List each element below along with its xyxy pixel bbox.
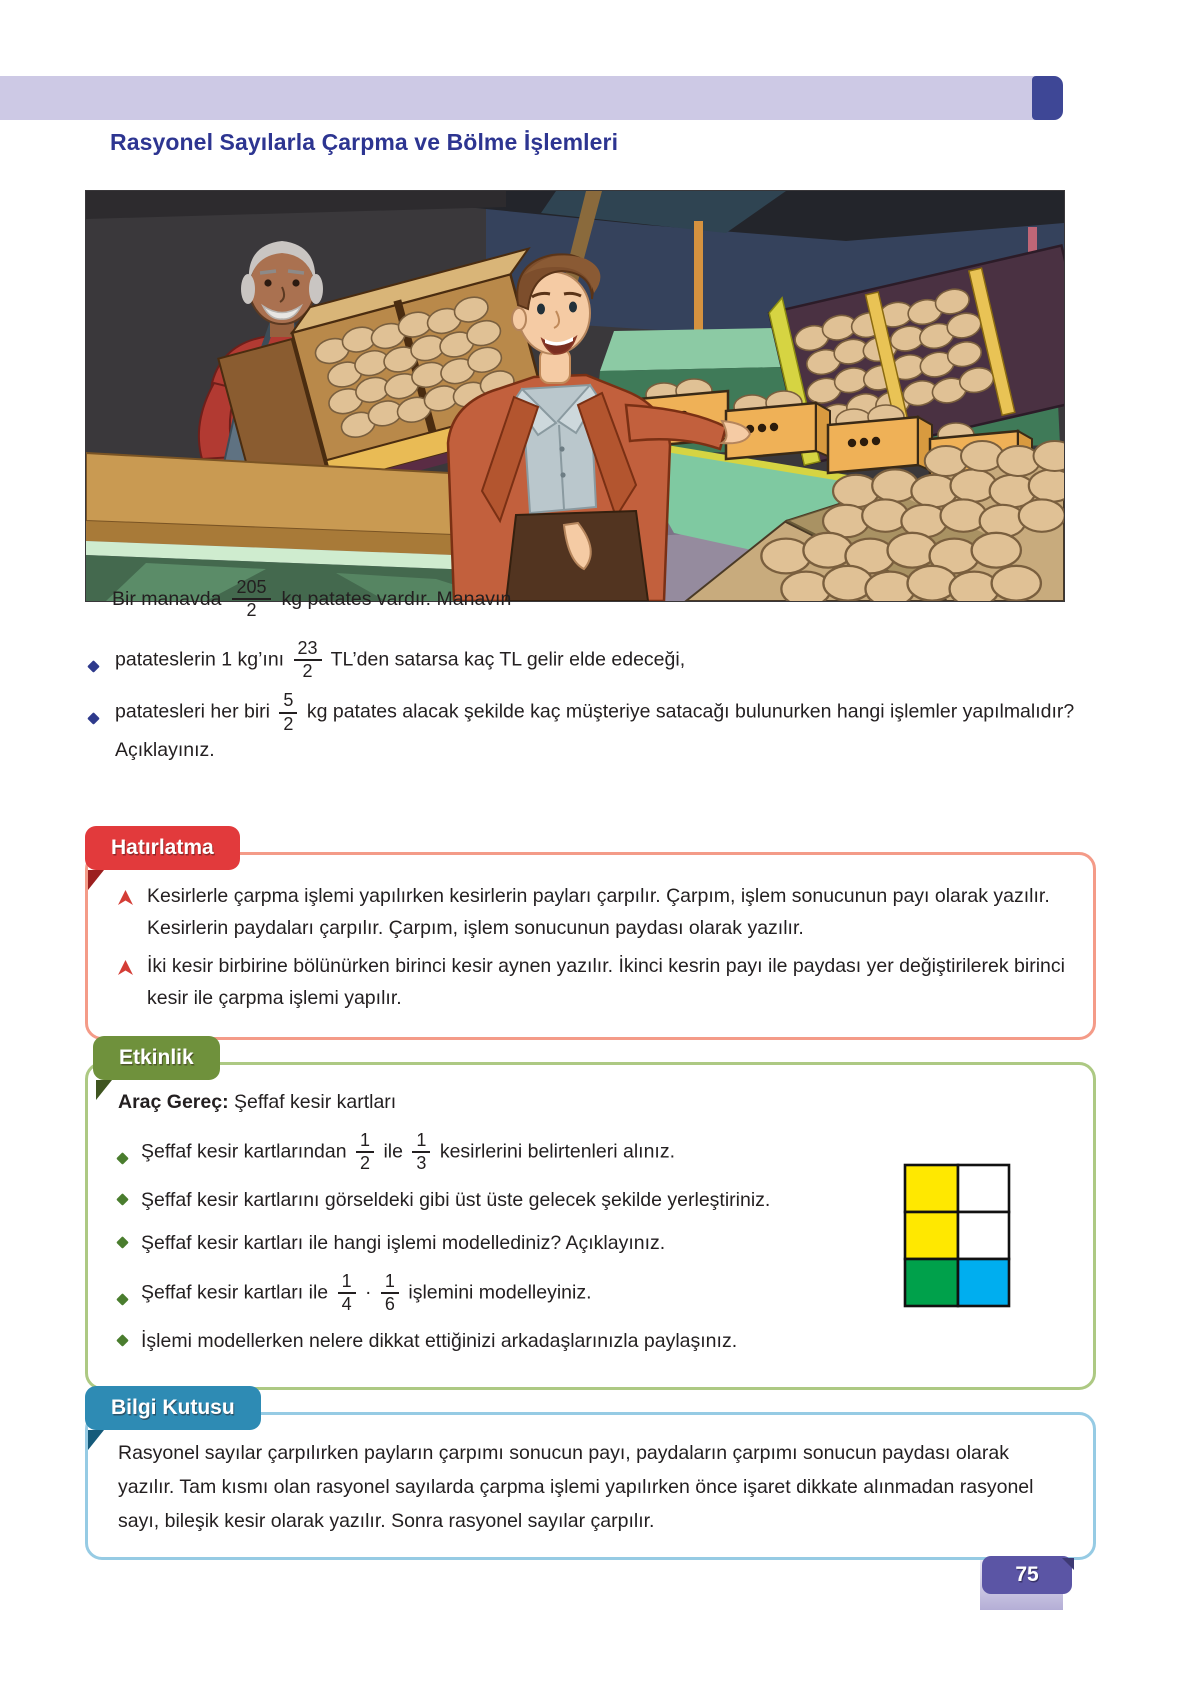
reminder-item: İki kesir birbirine bölünürken birinci kesir aynen yazılır. İkinci kesrin payı ile paydası yer değiştirilerek birinci kesir ile çarpma işlemi yapılır. — [118, 951, 1067, 1014]
diamond-bullet-icon — [116, 1152, 129, 1165]
intro-bullet-2: patatesleri her biri $\frac{5}{2}$ kg patates alacak şekilde kaç müşteriye satacağı bulunurken hangi işlemler yapılmalıdır? Açıklayınız. — [89, 690, 1094, 765]
activity-box — [85, 1062, 1096, 1390]
intro-lead-post: kg patates vardır. Manavın — [281, 587, 512, 610]
page-title: Rasyonel Sayılarla Çarpma ve Bölme İşlemleri — [110, 129, 619, 155]
header-bar-cap — [1032, 76, 1063, 120]
activity-item: Şeffaf kesir kartlarından $\frac{1}{2}$ ile $\frac{1}{3}$ kesirlerini belirtenleri alınız. — [118, 1130, 872, 1174]
activity-tab — [93, 1036, 220, 1080]
activity-item: Şeffaf kesir kartları ile hangi işlemi modellediniz? Açıklayınız. — [118, 1228, 872, 1260]
dart-bullet-icon — [118, 890, 133, 905]
grid-cell — [905, 1165, 958, 1212]
info-box — [85, 1412, 1096, 1560]
grid-cell — [905, 1212, 958, 1259]
info-tab-label: Bilgi Kutusu — [111, 1396, 235, 1419]
market-illustration-svg — [86, 191, 1064, 601]
grid-cell — [958, 1212, 1009, 1259]
grid-cell — [958, 1259, 1009, 1306]
intro-bullet-1: patateslerin 1 kg’ını $\frac{23}{2}$ TL’den satarsa kaç TL gelir elde edeceği, — [89, 638, 1094, 682]
activity-tools-line: Araç Gereç: Şeffaf kesir kartları — [118, 1091, 397, 1113]
reminder-tab — [85, 826, 240, 870]
reminder-box — [85, 852, 1096, 1040]
fraction-1-3: $\frac{1}{3}$ — [412, 1130, 430, 1174]
fraction-5-2: $\frac{5}{2}$ — [279, 690, 297, 734]
dart-bullet-icon — [118, 960, 133, 975]
info-section — [85, 1396, 1096, 1560]
diamond-bullet-icon — [116, 1293, 129, 1306]
activity-section — [85, 1046, 1096, 1390]
fraction-card-grid — [903, 1163, 1011, 1309]
diamond-bullet-icon — [116, 1194, 129, 1207]
fraction-1-6: $\frac{1}{6}$ — [381, 1271, 399, 1315]
reminder-item: Kesirlerle çarpma işlemi yapılırken kesirlerin payları çarpılır. Çarpım, işlem sonucunun payı olarak yazılır. Kesirlerin paydaları çarpılır. Çarpım, işlem sonucunun paydası olarak yazılır. — [118, 881, 1067, 944]
fraction-205-2: $\frac{205}{2}$ — [232, 577, 270, 621]
info-text: Rasyonel sayılar çarpılırken payların çarpımı sonucun payı, paydaların çarpımı sonucun paydası olarak yazılır. Tam kısmı olan rasyonel sayılarda çarpma işlemi yapılırken önce işaret dikkate alınmadan rasyonel sayı, bileşik kesir olarak yazılır. Sonra rasyonel sayılar çarpılır. — [118, 1442, 1034, 1532]
activity-item: Şeffaf kesir kartları ile $\frac{1}{4}$ · $\frac{1}{6}$ işlemini modelleyiniz. — [118, 1271, 872, 1315]
page-number-badge: 75 — [982, 1556, 1072, 1594]
reminder-tab-label: Hatırlatma — [111, 836, 214, 859]
activity-tab-label: Etkinlik — [119, 1046, 194, 1069]
fraction-1-4: $\frac{1}{4}$ — [338, 1271, 356, 1315]
market-illustration — [85, 190, 1065, 602]
intro-bullet-list — [89, 638, 1094, 773]
header-bar — [0, 76, 1040, 120]
grid-cell — [958, 1165, 1009, 1212]
grid-cell — [905, 1259, 958, 1306]
intro-lead — [112, 577, 511, 621]
reminder-section — [85, 836, 1096, 1040]
activity-item: Şeffaf kesir kartlarını görseldeki gibi üst üste gelecek şekilde yerleştiriniz. — [118, 1185, 872, 1217]
info-tab — [85, 1386, 261, 1430]
diamond-bullet-icon — [87, 713, 100, 726]
intro-lead-pre: Bir manavda — [112, 587, 222, 610]
activity-item: İşlemi modellerken nelere dikkat ettiğinizi arkadaşlarınızla paylaşınız. — [118, 1326, 872, 1358]
diamond-bullet-icon — [116, 1334, 129, 1347]
diamond-bullet-icon — [87, 660, 100, 673]
diamond-bullet-icon — [116, 1236, 129, 1249]
fraction-1-2: $\frac{1}{2}$ — [356, 1130, 374, 1174]
fraction-23-2: $\frac{23}{2}$ — [294, 638, 322, 682]
